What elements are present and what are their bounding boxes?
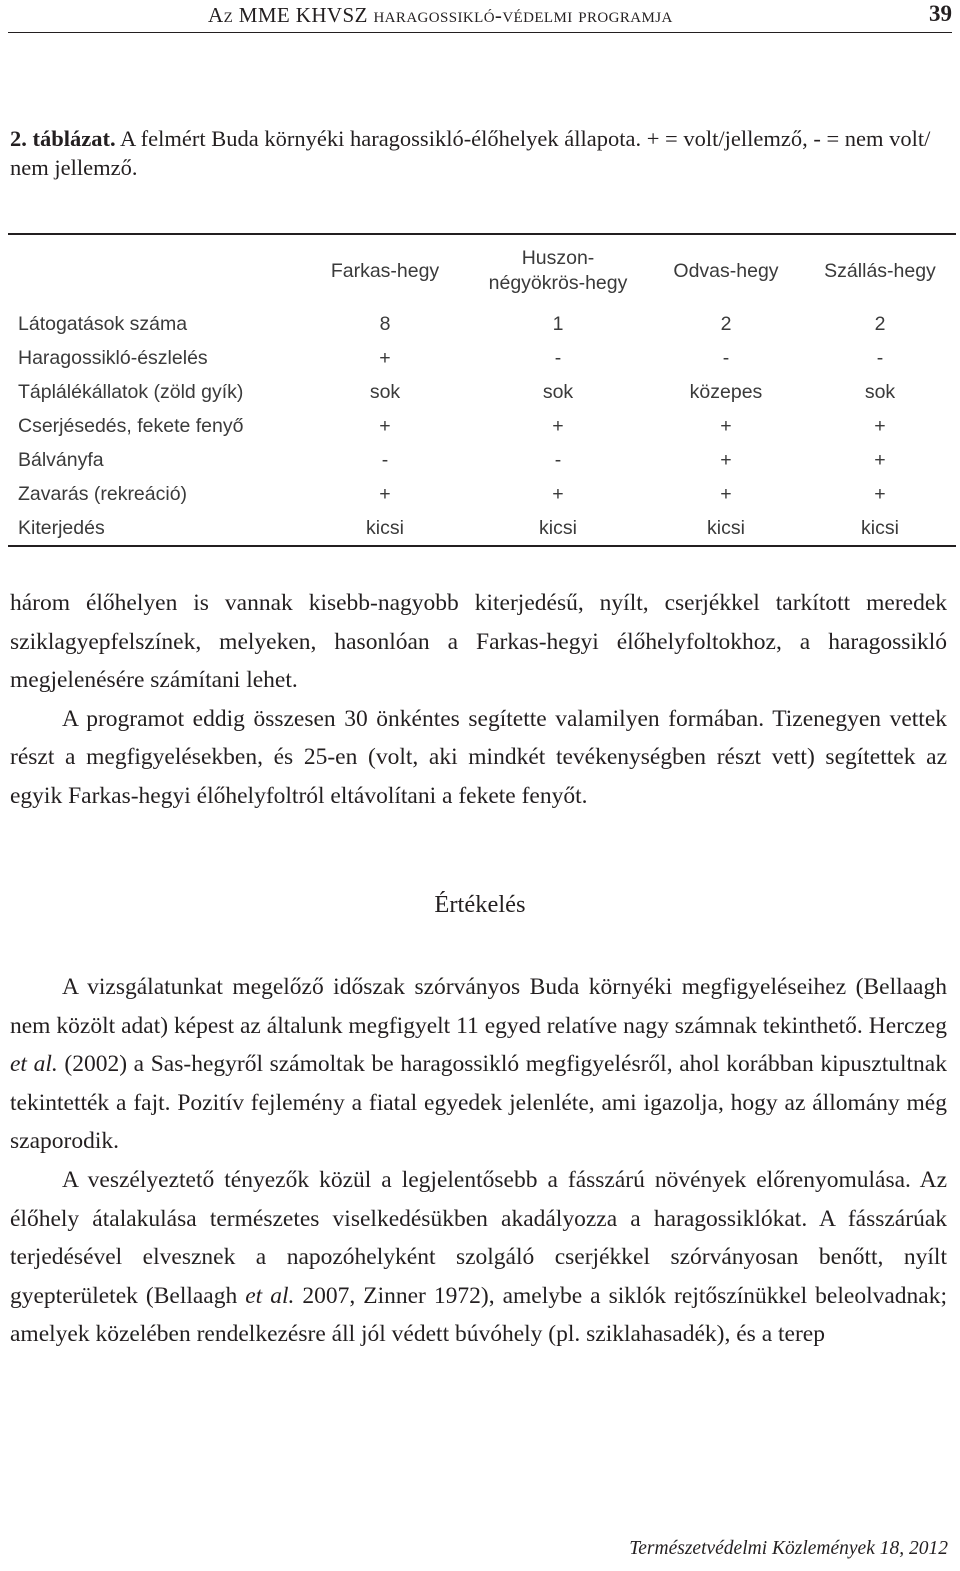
column-header-line: Huszon- [521,247,595,269]
table-row [8,409,956,443]
column-header: Odvas-hegy [673,259,779,282]
table-cell: + [874,482,886,505]
text-run: 2007, Zinner 1972), amelybe a siklók rejtőszínükkel beleolvadnak; amelyek közelében rendelkezésre áll jól védett búvóhely (pl. sziklahasadék), és a terep [10,1282,947,1348]
table-cell: kicsi [861,516,899,539]
table-caption [10,124,950,182]
table-cell: + [874,448,886,471]
table-header-row [8,234,956,307]
caption-label: 2. táblázat. [10,126,116,151]
table-cell: 1 [552,312,564,335]
column-header [468,234,648,307]
table-row [8,341,956,375]
text-run: (2002) a Sas-hegyről számoltak be haragossikló megfigyelésről, ahol korábban kipusztultnak tekintették a fajt. Pozitív fejlemény a fiatal egyedek jelenléte, ami igazolja, hogy az állomány még szaporodik. [10,1051,947,1155]
table-cell: + [552,482,564,505]
table-cell: - [876,346,884,369]
table-cell: kicsi [539,516,577,539]
column-header [8,234,302,307]
column-header: Farkas-hegy [330,259,440,282]
table-cell: 2 [720,312,732,335]
et-al-italic: et al. [245,1282,295,1309]
body-paragraph [10,968,947,1161]
table-cell: - [554,448,562,471]
row-label: Zavarás (rekreáció) [18,482,188,505]
table-cell: + [379,482,391,505]
table-cell: közepes [689,380,763,403]
table-row [8,307,956,341]
row-label: Bálványfa [18,448,104,471]
table-row [8,477,956,511]
text-run: A vizsgálatunkat megelőző időszak szórványos Buda környéki megfigyeléseihez (Bellaagh nem közölt adat) képest az általunk megfigyelt 11 egyed relatíve nagy számnak tekinthető. Herczeg [10,974,947,1039]
table-cell: + [874,414,886,437]
table-cell: + [720,414,732,437]
table-row [8,375,956,409]
column-header: Szállás-hegy [824,259,936,282]
table-cell: 8 [379,312,391,335]
caption-text: A felmért Buda környéki haragossikló-élőhelyek állapota. + = volt/jellemző, - = nem volt/ nem jellemző. [10,126,931,180]
column-header-line: négyökrös-hegy [488,272,628,294]
table-cell: - [722,346,730,369]
row-label: Táplálékállatok (zöld gyík) [18,380,244,403]
table-cell: + [720,482,732,505]
journal-footer: Természetvédelmi Közlemények 18, 2012 [629,1538,948,1559]
row-label: Haragossikló-észlelés [18,346,208,369]
table-cell: sok [864,380,896,403]
row-label: Cserjésedés, fekete fenyő [18,414,244,437]
table-cell: kicsi [707,516,745,539]
table-cell: kicsi [366,516,404,539]
body-text-evaluation [10,968,947,1354]
table-cell: sok [369,380,401,403]
table-row [8,443,956,477]
page-number: 39 [929,1,952,26]
table-cell: + [552,414,564,437]
running-header [8,0,952,33]
row-label: Kiterjedés [18,516,105,539]
text-run: A veszélyeztető tényezők közül a legjelentősebb a fásszárú növények előrenyomulása. Az élőhely átalakulása természetes viselkedésükben akadályozza a haragossiklókat. A fásszárúak terjedésével elvesznek a napozóhelyként szolgáló cserjékkel szórványosan benőtt, nyílt gyepterületek (Bellaagh [10,1166,947,1309]
table-row [8,511,956,546]
table-cell: sok [542,380,574,403]
et-al-italic: et al. [10,1051,58,1078]
table-cell: + [379,414,391,437]
section-heading: Értékelés [434,891,526,918]
table-cell: 2 [874,312,886,335]
body-paragraph: három élőhelyen is vannak kisebb-nagyobb kiterjedésű, nyílt, cserjékkel tarkított meredek sziklagyepfelszínek, melyeken, hasonlóan a Farkas-hegyi élőhelyfoltokhoz, a haragossikló megjelenésére számítani lehet. [10,590,947,694]
running-title: Az MME KHVSZ haragossikló-védelmi programja [208,3,673,27]
row-label: Látogatások száma [18,312,188,335]
table-cell: - [381,448,389,471]
table-cell: + [720,448,732,471]
table-cell: + [379,346,391,369]
body-paragraph: A programot eddig összesen 30 önkéntes segítette valamilyen formában. Tizenegyen vettek részt a megfigyelésekben, és 25-en (volt, aki mindkét tevékenységben részt vett) segítettek az egyik Farkas-hegyi élőhelyfoltról eltávolítani a fekete fenyőt. [10,705,947,809]
body-text-upper [10,584,947,816]
table-cell: - [554,346,562,369]
habitat-table [8,233,956,547]
body-paragraph [10,1161,947,1354]
